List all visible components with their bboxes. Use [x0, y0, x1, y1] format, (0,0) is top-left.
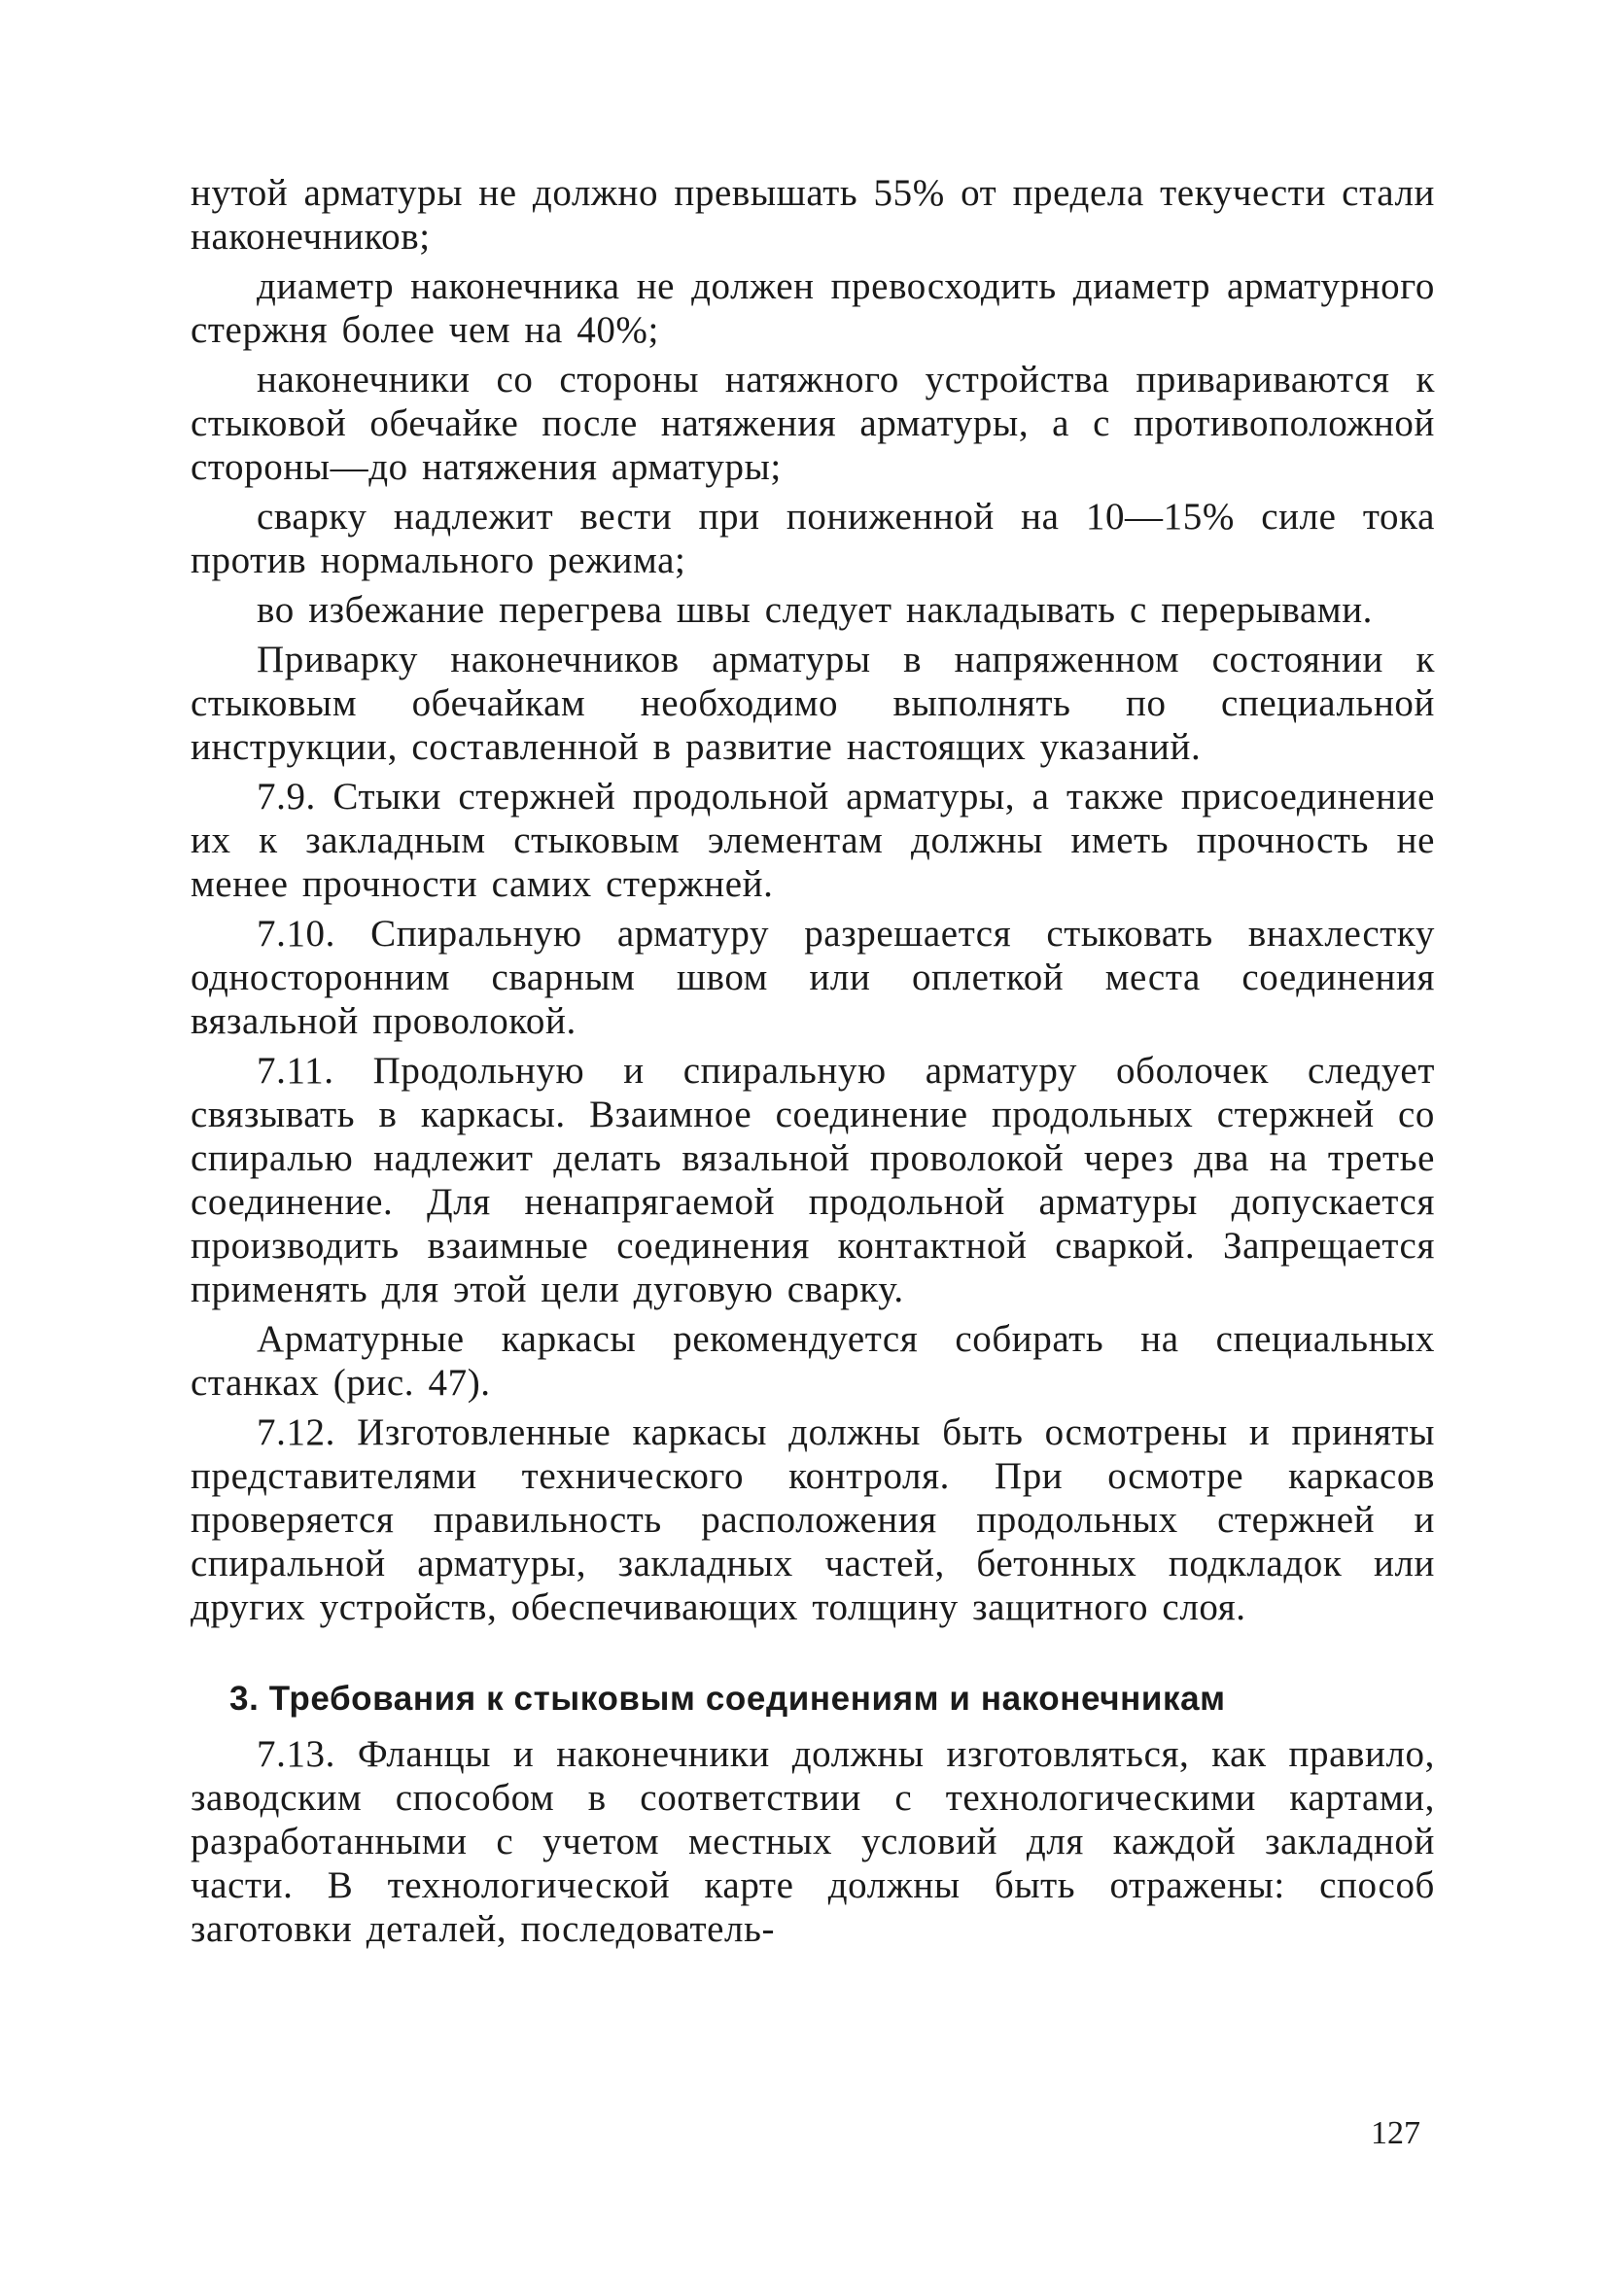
- paragraph-7-11: 7.11. Продольную и спиральную арматуру оболочек следует связывать в каркасы. Взаимное соединение продольных стержней со спиралью надлежит делать вязальной проволокой через два на третье соединение. Для ненапрягаемой продольной арматуры допускается производить взаимные соединения контактной сваркой. Запрещается применять для этой цели дуговую сварку.: [191, 1050, 1435, 1310]
- section-heading: 3. Требования к стыковым соединениям и наконечникам: [229, 1680, 1226, 1718]
- paragraph-tip-diameter: диаметр наконечника не должен превосходить диаметр арматурного стержня более чем на 40%;: [191, 265, 1435, 351]
- paragraph-tip-welding-side: наконечники со стороны натяжного устройства привариваются к стыковой обечайке после натяжения арматуры, а с противоположной стороны—до натяжения арматуры;: [191, 359, 1435, 488]
- page-number: 127: [1371, 2115, 1420, 2151]
- paragraph-7-13: 7.13. Фланцы и наконечники должны изготовляться, как правило, заводским способом в соответствии с технологическими картами, разработанными с учетом местных условий для каждой закладной части. В технологической карте должны быть отражены: способ заготовки деталей, последователь-: [191, 1733, 1435, 1950]
- paragraph-continuation: нутой арматуры не должно превышать 55% от предела текучести стали наконечников;: [191, 172, 1435, 258]
- paragraph-welding-current: сварку надлежит вести при пониженной на 10—15% силе тока против нормального режима;: [191, 496, 1435, 581]
- paragraph-stressed-welding: Приварку наконечников арматуры в напряженном состоянии к стыковым обечайкам необходимо выполнять по специальной инструкции, составленной в развитие настоящих указаний.: [191, 639, 1435, 768]
- paragraph-7-12: 7.12. Изготовленные каркасы должны быть осмотрены и приняты представителями технического контроля. При осмотре каркасов проверяется правильность расположения продольных стержней и спиральной арматуры, закладных частей, бетонных подкладок или других устройств, обеспечивающих толщину защитного слоя.: [191, 1411, 1435, 1628]
- paragraph-7-10: 7.10. Спиральную арматуру разрешается стыковать внахлестку односторонним сварным швом или оплеткой места соединения вязальной проволокой.: [191, 913, 1435, 1042]
- page-body: [191, 171, 1435, 1957]
- paragraph-cage-assembly: Арматурные каркасы рекомендуется собирать на специальных станках (рис. 47).: [191, 1318, 1435, 1404]
- paragraph-overheating: во избежание перегрева швы следует накладывать с перерывами.: [257, 589, 1374, 631]
- paragraph-7-9: 7.9. Стыки стержней продольной арматуры, а также присоединение их к закладным стыковым элементам должны иметь прочность не менее прочности самих стержней.: [191, 776, 1435, 905]
